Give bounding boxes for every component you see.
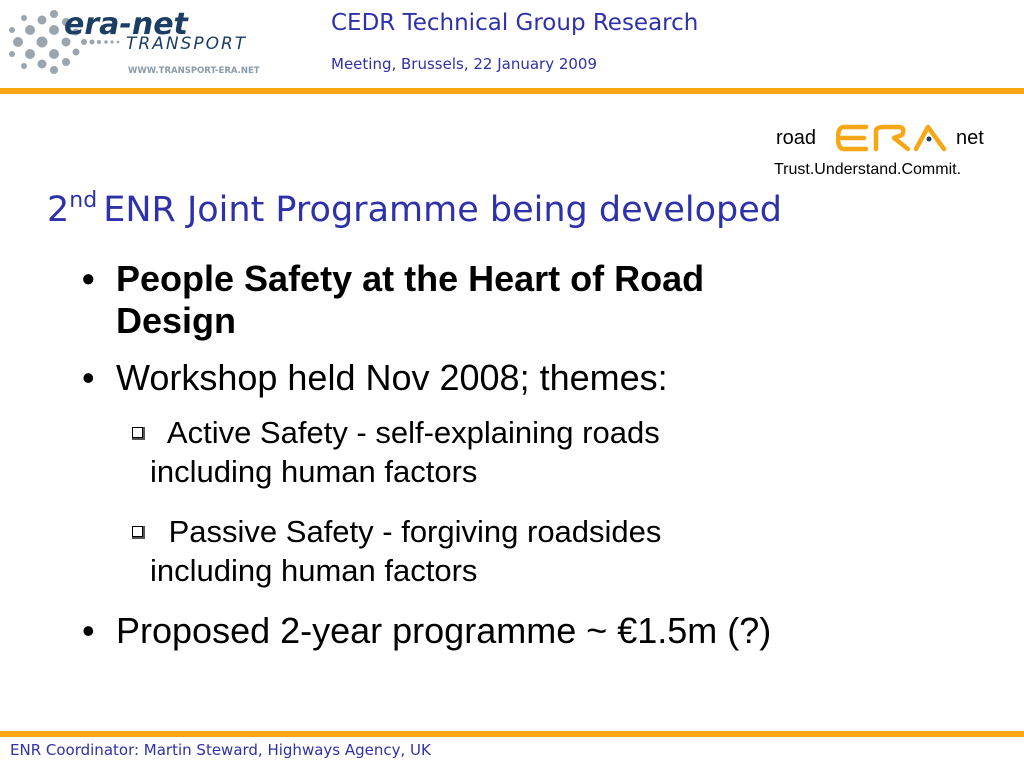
- slide-body: [70, 258, 1010, 652]
- footer-text: ENR Coordinator: Martin Steward, Highways Agency, UK: [10, 741, 431, 759]
- square-bullet-icon: [132, 427, 143, 438]
- top-divider: [0, 88, 1024, 94]
- logo-url-text: WWW.TRANSPORT-ERA.NET: [128, 66, 260, 76]
- bottom-divider: [0, 731, 1024, 737]
- bullet-dot-icon: •: [82, 610, 95, 651]
- sub-bullet-text-cont: including human factors: [150, 454, 478, 489]
- sub-bullet-text: Active Safety - self-explaining roads: [160, 415, 660, 450]
- sub-bullet-text-cont: including human factors: [150, 553, 478, 588]
- bullet-item: [70, 258, 1010, 342]
- bullet-dot-icon: •: [82, 258, 95, 299]
- bullet-text: Proposed 2-year programme ~ €1.5m (?): [116, 610, 772, 651]
- logo-transport-text: TRANSPORT: [126, 34, 248, 54]
- logo-road-word: road: [776, 127, 817, 149]
- bullet-item: [70, 357, 1010, 399]
- logo-tagline: Trust.Understand.Commit.: [774, 161, 962, 178]
- bullet-text: People Safety at the Heart of Road: [116, 258, 705, 299]
- square-bullet-icon: [132, 526, 143, 537]
- header-title: CEDR Technical Group Research: [331, 10, 699, 36]
- sub-bullet-text: Passive Safety - forgiving roadsides: [160, 514, 662, 549]
- bullet-text-cont: Design: [116, 300, 237, 341]
- bullet-text: Workshop held Nov 2008; themes:: [116, 357, 668, 398]
- logo-era-text: era-net: [64, 7, 188, 42]
- sub-bullet-item: [70, 413, 1010, 491]
- title-text: ENR Joint Programme being developed: [103, 190, 782, 230]
- era-swoosh-icon: [836, 121, 952, 155]
- title-ordinal: nd: [69, 188, 98, 213]
- logo-net-word: net: [956, 127, 984, 149]
- header-subtitle: Meeting, Brussels, 22 January 2009: [331, 55, 598, 73]
- slide-title: [47, 188, 782, 230]
- bullet-item: [70, 610, 1010, 652]
- era-net-transport-logo: [4, 2, 284, 80]
- sub-bullet-item: [70, 512, 1010, 590]
- title-number: 2: [47, 190, 70, 230]
- bullet-dot-icon: •: [82, 357, 95, 398]
- road-era-net-logo: [772, 121, 1012, 183]
